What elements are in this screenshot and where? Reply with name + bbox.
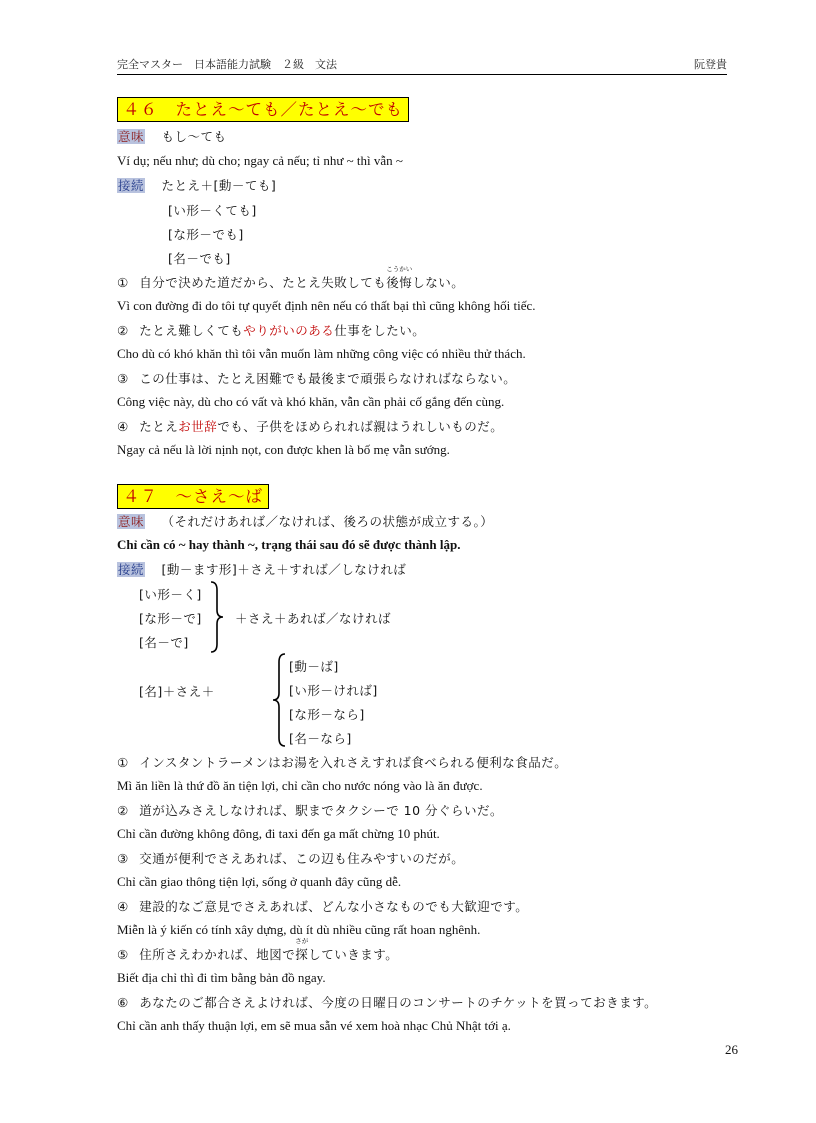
group1-item: [い形－く] bbox=[139, 587, 202, 602]
connection-line: [名－でも] bbox=[168, 251, 231, 266]
example-text: たとえ bbox=[139, 419, 179, 434]
example-translation: Chỉ cần đường không đông, đi taxi đến ga mất chừng 10 phút. bbox=[117, 826, 440, 841]
example-text: でも、子供をほめられれば親はうれしいものだ。 bbox=[217, 419, 504, 434]
ruby-word bbox=[386, 265, 413, 291]
example-sentence bbox=[117, 801, 503, 819]
example-number: ④ bbox=[117, 419, 129, 434]
example-sentence bbox=[117, 265, 465, 291]
group2-label: [名]＋さえ＋ bbox=[139, 684, 215, 699]
example-number: ③ bbox=[117, 851, 129, 866]
section-46-vi-meaning: Ví dụ; nếu như; dù cho; ngay cả nếu; tỉ như ~ thì vẫn ~ bbox=[117, 153, 403, 168]
highlighted-phrase: お世辞 bbox=[178, 419, 218, 434]
example-text: インスタントラーメンはお湯を入れさえすれば食べられる便利な食品だ。 bbox=[139, 755, 568, 770]
group2-item: [動－ば] bbox=[289, 659, 339, 674]
example-sentence bbox=[117, 993, 657, 1011]
section-46-title: ４６ たとえ〜ても／たとえ〜でも bbox=[117, 97, 409, 122]
group1-item: [名－で] bbox=[139, 635, 189, 650]
example-text: 仕事をしたい。 bbox=[334, 323, 426, 338]
example-translation: Mì ăn liền là thứ đồ ăn tiện lợi, chỉ cần cho nước nóng vào là ăn được. bbox=[117, 778, 483, 793]
section-47-vi-meaning: Chỉ cần có ~ hay thành ~, trạng thái sau đó sẽ được thành lập. bbox=[117, 537, 461, 552]
section-46-connection bbox=[117, 176, 276, 194]
example-sentence bbox=[117, 369, 516, 387]
example-sentence bbox=[117, 897, 528, 915]
example-text: この仕事は、たとえ困難でも最後まで頑張らなければならない。 bbox=[139, 371, 517, 386]
example-sentence bbox=[117, 417, 503, 435]
connection-line: たとえ＋[動－ても] bbox=[161, 178, 277, 193]
connection-tag: 接続 bbox=[118, 562, 145, 577]
ruby-reading: さが bbox=[295, 937, 309, 945]
example-sentence bbox=[117, 937, 399, 963]
section-46-meaning bbox=[117, 127, 227, 145]
right-brace bbox=[208, 580, 226, 654]
ruby-base: 探 bbox=[295, 947, 309, 962]
example-text: 交通が便利でさえあれば、この辺も住みやすいのだが。 bbox=[139, 851, 465, 866]
meaning-text: もし〜ても bbox=[161, 129, 227, 144]
example-text: していきます。 bbox=[308, 947, 399, 962]
example-number: ① bbox=[117, 755, 129, 770]
example-translation: Chỉ cần giao thông tiện lợi, sống ở quanh đây cũng dễ. bbox=[117, 874, 402, 889]
example-text: 住所さえわかれば、地図で bbox=[139, 947, 296, 962]
connection-line: [動－ます形]＋さえ＋すれば／しなければ bbox=[161, 562, 407, 577]
example-number: ② bbox=[117, 803, 129, 818]
connection-line: [な形－でも] bbox=[168, 227, 244, 242]
example-number: ⑥ bbox=[117, 995, 129, 1010]
example-number: ④ bbox=[117, 899, 129, 914]
example-text: たとえ難しくても bbox=[139, 323, 244, 338]
example-number: ① bbox=[117, 275, 129, 290]
meaning-tag: 意味 bbox=[118, 514, 145, 529]
example-sentence bbox=[117, 753, 567, 771]
connection-tag: 接続 bbox=[118, 178, 145, 193]
example-text: あなたのご都合さえよければ、今度の日曜日のコンサートのチケットを買っておきます。 bbox=[139, 995, 658, 1010]
left-brace bbox=[270, 652, 288, 748]
example-number: ② bbox=[117, 323, 129, 338]
page-number: 26 bbox=[725, 1042, 738, 1057]
group2-item: [名－なら] bbox=[289, 731, 352, 746]
header-author: 阮登貴 bbox=[694, 58, 727, 71]
example-sentence bbox=[117, 321, 425, 339]
example-text: 道が込みさえしなければ、駅までタクシーで 10 分ぐらいだ。 bbox=[139, 803, 504, 818]
example-translation: Miễn là ý kiến có tính xây dựng, dù ít dù nhiều cũng rất hoan nghênh. bbox=[117, 922, 481, 937]
example-sentence bbox=[117, 849, 464, 867]
group1-item: [な形－で] bbox=[139, 611, 202, 626]
example-number: ③ bbox=[117, 371, 129, 386]
highlighted-phrase: やりがいのある bbox=[243, 323, 335, 338]
example-translation: Biết địa chỉ thì đi tìm bằng bản đồ ngay. bbox=[117, 970, 326, 985]
example-translation: Vì con đường đi do tôi tự quyết định nên nếu có thất bại thì cũng không hối tiếc. bbox=[117, 298, 536, 313]
ruby-word bbox=[295, 937, 309, 963]
group2-item: [い形－ければ] bbox=[289, 683, 378, 698]
connection-line: [い形－くても] bbox=[168, 203, 257, 218]
example-translation: Cho dù có khó khăn thì tôi vẫn muốn làm những công việc có nhiều thử thách. bbox=[117, 346, 526, 361]
meaning-tag: 意味 bbox=[118, 129, 145, 144]
group2-item: [な形－なら] bbox=[289, 707, 365, 722]
meaning-text: （それだけあれば／なければ、後ろの状態が成立する。） bbox=[161, 514, 494, 529]
example-text: 自分で決めた道だから、たとえ失敗しても bbox=[139, 275, 387, 290]
example-text: 建設的なご意見でさえあれば、どんな小さなものでも大歓迎です。 bbox=[139, 899, 529, 914]
example-text: しない。 bbox=[412, 275, 465, 290]
example-number: ⑤ bbox=[117, 947, 129, 962]
ruby-base: 後悔 bbox=[386, 275, 413, 290]
section-47-connection bbox=[117, 560, 406, 578]
ruby-reading: こうかい bbox=[386, 265, 413, 273]
example-translation: Ngay cả nếu là lời nịnh nọt, con được khen là bố mẹ vẫn sướng. bbox=[117, 442, 450, 457]
section-47-meaning bbox=[117, 512, 493, 530]
page-header bbox=[117, 56, 727, 75]
header-title: 完全マスター 日本語能力試験 ２級 文法 bbox=[117, 58, 337, 71]
section-47-title: ４７ 〜さえ〜ば bbox=[117, 484, 269, 509]
example-translation: Công việc này, dù cho có vất và khó khăn, vẫn cần phải cố gắng đến cùng. bbox=[117, 394, 505, 409]
group1-result: ＋さえ＋あれば／なければ bbox=[235, 611, 392, 626]
example-translation: Chỉ cần anh thấy thuận lợi, em sẽ mua sẵn vé xem hoà nhạc Chủ Nhật tới ạ. bbox=[117, 1018, 511, 1033]
